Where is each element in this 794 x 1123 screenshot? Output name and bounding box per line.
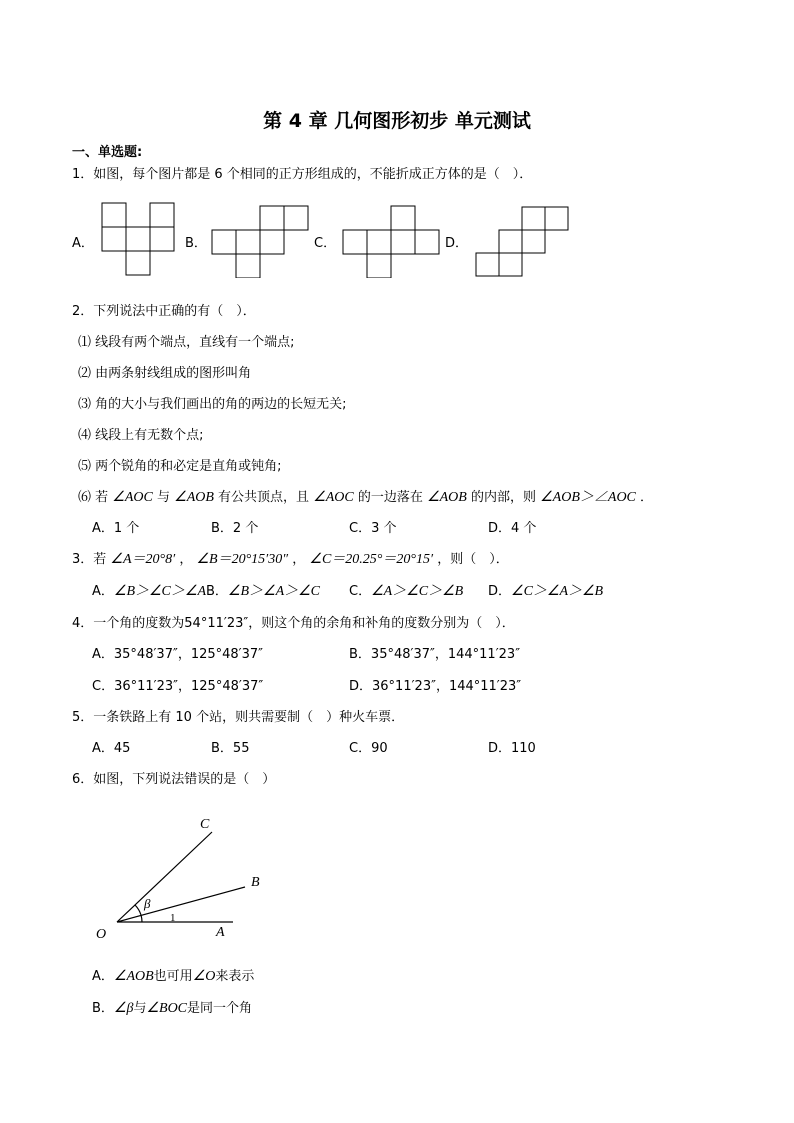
q6-stem: 6．如图，下列说法错误的是（ ） (72, 772, 276, 787)
label-c: C (200, 817, 210, 832)
q2-s6-math-5: ∠AOB＞∠AOC (540, 490, 636, 505)
q2-statement-6 (78, 486, 653, 506)
q1-net-c (341, 204, 443, 278)
q2-option-d: D．4 个 (488, 521, 537, 536)
label-beta: β (144, 896, 151, 911)
q2-option-b: B．2 个 (211, 521, 259, 536)
q1-stem: 1．如图，每个图片都是 6 个相同的正方形组成的，不能折成正方体的是（ ）． (72, 167, 533, 182)
q3-angle-b: ∠B＝20°15′30″ (196, 552, 289, 567)
q3-stem-text-4: ，则（ ）． (437, 552, 509, 567)
q3-option-c (349, 580, 463, 600)
q2-statement-2: ⑵ 由两条射线组成的图形叫角 (78, 366, 252, 381)
q3-option-d-math: ∠C＞∠A＞∠B (511, 584, 604, 599)
q6-option-a (92, 965, 254, 985)
arc-beta (135, 905, 141, 915)
q3-option-c-label: C． (349, 584, 372, 599)
q2-statement-3: ⑶ 角的大小与我们画出的角的两边的长短无关; (78, 397, 347, 412)
q4-stem-angle: 54°11′23″ (184, 616, 249, 631)
q3-option-a-label: A． (92, 584, 114, 599)
q2-s6-math-2: ∠AOB (174, 490, 214, 505)
q2-option-c: C．3 个 (349, 521, 397, 536)
q3-stem-text-1: 3．若 (72, 552, 107, 567)
q2-statement-5: ⑸ 两个锐角的和必定是直角或钝角; (78, 459, 282, 474)
q4-option-d: D．36°11′23″，144°11′23″ (349, 679, 522, 694)
q2-s6-math-4: ∠AOB (427, 490, 467, 505)
q6-option-a-text-2: 来表示 (215, 969, 255, 984)
q6-option-a-text-1: 也可用 (153, 969, 193, 984)
q6-option-b-text-1: 与 (133, 1001, 147, 1016)
q2-s6-text-5: 的内部，则 (470, 490, 536, 505)
q2-s6-text-1: ⑹ 若 (78, 490, 109, 505)
q1-net-d (474, 204, 572, 278)
q4-stem-text-1: 4．一个角的度数为 (72, 616, 185, 631)
q3-angle-a: ∠A＝20°8′ (110, 552, 176, 567)
q2-s6-text-2: 与 (156, 490, 170, 505)
q1-option-a-label: A． (72, 236, 94, 251)
section-heading: 一、单选题: (72, 145, 143, 160)
q5-option-a: A．45 (92, 741, 131, 756)
q2-s6-math-3: ∠AOC (313, 490, 354, 505)
q6-option-b (92, 997, 252, 1017)
q3-option-b-label: B． (206, 584, 228, 599)
q2-s6-text-4: 的一边落在 (357, 490, 423, 505)
label-b: B (251, 875, 260, 890)
q3-option-c-math: ∠A＞∠C＞∠B (371, 584, 464, 599)
q3-option-a (92, 580, 206, 600)
q5-option-d: D．110 (488, 741, 536, 756)
q6-option-a-math-1: ∠AOB (113, 969, 154, 984)
q3-stem-text-3: ， (292, 552, 306, 567)
q3-option-b (206, 580, 320, 600)
q6-option-b-text-2: 是同一个角 (187, 1001, 253, 1016)
label-o: O (96, 927, 107, 942)
q2-s6-text-3: 有公共顶点，且 (218, 490, 310, 505)
q6-option-b-math-1: ∠β (113, 1001, 134, 1016)
q6-angle-figure (88, 810, 278, 944)
q2-option-a: A．1 个 (92, 521, 140, 536)
q1-option-b-label: B． (185, 236, 207, 251)
q2-stem: 2．下列说法中正确的有（ ）． (72, 304, 256, 319)
q3-option-a-math: ∠B＞∠C＞∠A (113, 584, 206, 599)
q5-option-b: B．55 (211, 741, 250, 756)
q2-statement-4: ⑷ 线段上有无数个点; (78, 428, 204, 443)
q1-net-b (210, 204, 310, 278)
q6-option-a-label: A． (92, 969, 114, 984)
q6-option-b-label: B． (92, 1001, 114, 1016)
label-one: 1 (170, 912, 176, 924)
q5-stem: 5．一条铁路上有 10 个站，则共需要制（ ）种火车票． (72, 710, 405, 725)
q3-option-b-math: ∠B＞∠A＞∠C (227, 584, 321, 599)
q1-net-a (100, 200, 180, 278)
q3-option-d (488, 580, 603, 600)
q3-stem-text-2: ， (179, 552, 193, 567)
q3-stem (72, 548, 509, 568)
q6-option-a-math-2: ∠O (192, 969, 216, 984)
q2-s6-text-6: ． (640, 490, 654, 505)
q1-option-d-label: D． (445, 236, 469, 251)
q2-s6-math-1: ∠AOC (112, 490, 153, 505)
q4-option-b: B．35°48′37″，144°11′23″ (349, 647, 521, 662)
label-a: A (216, 925, 225, 940)
q5-option-c: C．90 (349, 741, 388, 756)
q2-statement-1: ⑴ 线段有两个端点，直线有一个端点; (78, 335, 295, 350)
arc-one (141, 915, 142, 922)
q4-option-a: A．35°48′37″，125°48′37″ (92, 647, 264, 662)
q1-option-c-label: C． (314, 236, 337, 251)
q6-option-b-math-2: ∠BOC (146, 1001, 188, 1016)
q4-stem (72, 612, 515, 631)
q4-stem-text-2: ，则这个角的余角和补角的度数分别为（ ）． (248, 616, 515, 631)
q4-option-c: C．36°11′23″，125°48′37″ (92, 679, 264, 694)
q3-option-d-label: D． (488, 584, 512, 599)
page-title: 第 4 章 几何图形初步 单元测试 (263, 110, 531, 132)
q3-angle-c: ∠C＝20.25°＝20°15′ (309, 552, 434, 567)
